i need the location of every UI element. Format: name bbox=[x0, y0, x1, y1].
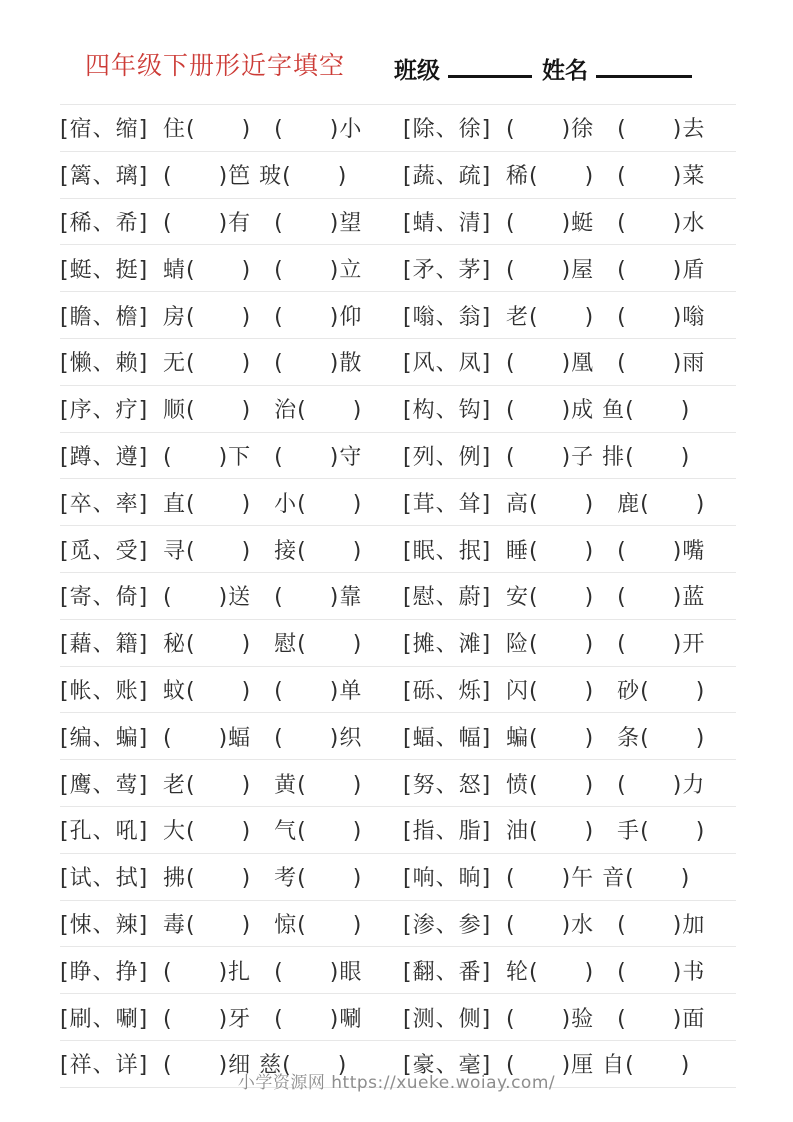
right-char-pair: [茸、耸] bbox=[403, 491, 492, 517]
exercise-row bbox=[60, 525, 736, 572]
right-char-pair: [响、晌] bbox=[403, 866, 492, 892]
exercise-left bbox=[60, 393, 403, 424]
exercise-left bbox=[60, 159, 403, 190]
left-char-pair: [蜓、挺] bbox=[60, 257, 149, 283]
exercise-right bbox=[403, 393, 736, 424]
exercise-left bbox=[60, 908, 403, 939]
exercise-left bbox=[60, 955, 403, 986]
left-char-pair: [篱、璃] bbox=[60, 164, 149, 190]
right-char-pair: [豪、毫] bbox=[403, 1053, 492, 1079]
exercise-left bbox=[60, 768, 403, 799]
right-fill-blanks: 油( ) 手( ) bbox=[506, 819, 706, 845]
left-fill-blanks: ( )扎 ( )眼 bbox=[163, 959, 363, 985]
right-fill-blanks: 轮( ) ( )书 bbox=[506, 959, 706, 985]
right-fill-blanks: ( )午 音( ) bbox=[506, 866, 691, 892]
exercise-left bbox=[60, 861, 403, 892]
left-fill-blanks: 拂( ) 考( ) bbox=[163, 866, 363, 892]
left-fill-blanks: 老( ) 黄( ) bbox=[163, 772, 363, 798]
right-char-pair: [构、钩] bbox=[403, 398, 492, 424]
exercise-row bbox=[60, 104, 736, 151]
exercise-left bbox=[60, 206, 403, 237]
right-char-pair: [摊、滩] bbox=[403, 632, 492, 658]
exercise-right bbox=[403, 580, 736, 611]
left-char-pair: [瞻、檐] bbox=[60, 304, 149, 330]
left-char-pair: [觅、受] bbox=[60, 538, 149, 564]
name-label: 姓名 bbox=[542, 58, 588, 84]
left-char-pair: [编、蝙] bbox=[60, 725, 149, 751]
exercise-row bbox=[60, 198, 736, 245]
exercise-row bbox=[60, 900, 736, 947]
right-fill-blanks: 睡( ) ( )嘴 bbox=[506, 538, 706, 564]
right-fill-blanks: ( )徐 ( )去 bbox=[506, 117, 706, 143]
right-fill-blanks: ( )验 ( )面 bbox=[506, 1006, 706, 1032]
exercise-row bbox=[60, 712, 736, 759]
name-blank-line bbox=[596, 57, 692, 78]
exercise-right bbox=[403, 1002, 736, 1033]
right-char-pair: [矛、茅] bbox=[403, 257, 492, 283]
left-char-pair: [悚、辣] bbox=[60, 912, 149, 938]
left-fill-blanks: 住( ) ( )小 bbox=[163, 117, 363, 143]
left-char-pair: [卒、率] bbox=[60, 491, 149, 517]
right-char-pair: [蝠、幅] bbox=[403, 725, 492, 751]
exercise-left bbox=[60, 1002, 403, 1033]
exercise-row bbox=[60, 338, 736, 385]
right-fill-blanks: ( )凰 ( )雨 bbox=[506, 351, 706, 377]
right-char-pair: [渗、参] bbox=[403, 912, 492, 938]
class-blank-line bbox=[448, 57, 532, 78]
left-fill-blanks: ( )有 ( )望 bbox=[163, 210, 363, 236]
exercise-left bbox=[60, 814, 403, 845]
exercise-left bbox=[60, 487, 403, 518]
right-char-pair: [眠、抿] bbox=[403, 538, 492, 564]
right-char-pair: [蜻、清] bbox=[403, 210, 492, 236]
left-char-pair: [孔、吼] bbox=[60, 819, 149, 845]
right-char-pair: [砾、烁] bbox=[403, 678, 492, 704]
left-char-pair: [帐、账] bbox=[60, 678, 149, 704]
exercise-right bbox=[403, 487, 736, 518]
right-fill-blanks: ( )子 排( ) bbox=[506, 444, 691, 470]
left-fill-blanks: ( )蝠 ( )织 bbox=[163, 725, 363, 751]
exercise-left bbox=[60, 346, 403, 377]
right-fill-blanks: 闪( ) 砂( ) bbox=[506, 678, 706, 704]
left-fill-blanks: 大( ) 气( ) bbox=[163, 819, 363, 845]
left-char-pair: [试、拭] bbox=[60, 866, 149, 892]
exercise-row bbox=[60, 759, 736, 806]
right-fill-blanks: 高( ) 鹿( ) bbox=[506, 491, 706, 517]
exercise-row bbox=[60, 291, 736, 338]
exercise-row bbox=[60, 666, 736, 713]
right-char-pair: [指、脂] bbox=[403, 819, 492, 845]
right-char-pair: [嗡、翁] bbox=[403, 304, 492, 330]
right-char-pair: [努、怒] bbox=[403, 772, 492, 798]
exercise-right bbox=[403, 768, 736, 799]
left-fill-blanks: ( )牙 ( )唰 bbox=[163, 1006, 363, 1032]
exercise-row bbox=[60, 853, 736, 900]
left-char-pair: [宿、缩] bbox=[60, 117, 149, 143]
right-char-pair: [测、侧] bbox=[403, 1006, 492, 1032]
left-fill-blanks: ( )送 ( )靠 bbox=[163, 585, 363, 611]
left-fill-blanks: 蚊( ) ( )单 bbox=[163, 678, 363, 704]
right-fill-blanks: ( )水 ( )加 bbox=[506, 912, 706, 938]
exercise-right bbox=[403, 253, 736, 284]
left-char-pair: [寄、倚] bbox=[60, 585, 149, 611]
left-fill-blanks: 直( ) 小( ) bbox=[163, 491, 363, 517]
exercise-right bbox=[403, 112, 736, 143]
left-fill-blanks: 秘( ) 慰( ) bbox=[163, 632, 363, 658]
right-char-pair: [蔬、疏] bbox=[403, 164, 492, 190]
class-label: 班级 bbox=[394, 58, 440, 84]
exercise-row bbox=[60, 385, 736, 432]
left-fill-blanks: 房( ) ( )仰 bbox=[163, 304, 363, 330]
right-fill-blanks: 愤( ) ( )力 bbox=[506, 772, 706, 798]
exercise-row bbox=[60, 946, 736, 993]
exercise-right bbox=[403, 861, 736, 892]
left-fill-blanks: ( )下 ( )守 bbox=[163, 444, 363, 470]
left-fill-blanks: 蜻( ) ( )立 bbox=[163, 257, 363, 283]
exercise-row bbox=[60, 478, 736, 525]
exercise-right bbox=[403, 955, 736, 986]
exercise-row bbox=[60, 806, 736, 853]
exercise-left bbox=[60, 300, 403, 331]
exercise-right bbox=[403, 159, 736, 190]
left-char-pair: [睁、挣] bbox=[60, 959, 149, 985]
exercise-right bbox=[403, 627, 736, 658]
exercise-right bbox=[403, 908, 736, 939]
exercise-right bbox=[403, 674, 736, 705]
exercise-row bbox=[60, 244, 736, 291]
exercise-right bbox=[403, 300, 736, 331]
exercise-right bbox=[403, 721, 736, 752]
right-char-pair: [翻、番] bbox=[403, 959, 492, 985]
exercise-right bbox=[403, 814, 736, 845]
right-fill-blanks: 老( ) ( )嗡 bbox=[506, 304, 706, 330]
exercise-left bbox=[60, 534, 403, 565]
left-fill-blanks: 无( ) ( )散 bbox=[163, 351, 363, 377]
exercise-left bbox=[60, 112, 403, 143]
exercise-left bbox=[60, 580, 403, 611]
exercise-right bbox=[403, 534, 736, 565]
exercise-right bbox=[403, 206, 736, 237]
right-fill-blanks: ( )厘 自( ) bbox=[506, 1053, 691, 1079]
left-char-pair: [懒、赖] bbox=[60, 351, 149, 377]
exercise-right bbox=[403, 440, 736, 471]
right-fill-blanks: 蝙( ) 条( ) bbox=[506, 725, 706, 751]
student-info bbox=[394, 52, 702, 85]
right-fill-blanks: 险( ) ( )开 bbox=[506, 632, 706, 658]
left-char-pair: [蹲、遵] bbox=[60, 444, 149, 470]
left-char-pair: [藉、籍] bbox=[60, 632, 149, 658]
left-char-pair: [刷、唰] bbox=[60, 1006, 149, 1032]
exercise-left bbox=[60, 440, 403, 471]
right-fill-blanks: ( )成 鱼( ) bbox=[506, 398, 691, 424]
exercise-row bbox=[60, 432, 736, 479]
left-char-pair: [祥、详] bbox=[60, 1053, 149, 1079]
left-char-pair: [序、疗] bbox=[60, 398, 149, 424]
right-char-pair: [除、徐] bbox=[403, 117, 492, 143]
left-char-pair: [稀、希] bbox=[60, 210, 149, 236]
left-fill-blanks: 寻( ) 接( ) bbox=[163, 538, 363, 564]
right-fill-blanks: ( )蜓 ( )水 bbox=[506, 210, 706, 236]
exercise-row bbox=[60, 619, 736, 666]
exercise-list bbox=[60, 104, 736, 1088]
exercise-row bbox=[60, 572, 736, 619]
exercise-left bbox=[60, 253, 403, 284]
exercise-left bbox=[60, 627, 403, 658]
exercise-right bbox=[403, 346, 736, 377]
right-fill-blanks: 稀( ) ( )菜 bbox=[506, 164, 706, 190]
footer-watermark: 小学资源网 https://xueke.woiay.com/ bbox=[237, 1073, 556, 1093]
right-char-pair: [慰、蔚] bbox=[403, 585, 492, 611]
left-fill-blanks: ( )细 慈( ) bbox=[163, 1053, 348, 1079]
right-fill-blanks: 安( ) ( )蓝 bbox=[506, 585, 706, 611]
left-fill-blanks: 毒( ) 惊( ) bbox=[163, 912, 363, 938]
exercise-left bbox=[60, 721, 403, 752]
right-fill-blanks: ( )屋 ( )盾 bbox=[506, 257, 706, 283]
left-fill-blanks: 顺( ) 治( ) bbox=[163, 398, 363, 424]
left-char-pair: [鹰、莺] bbox=[60, 772, 149, 798]
worksheet-title: 四年级下册形近字填空 bbox=[85, 51, 346, 80]
exercise-row bbox=[60, 993, 736, 1040]
left-fill-blanks: ( )笆 玻( ) bbox=[163, 164, 348, 190]
exercise-row bbox=[60, 151, 736, 198]
right-char-pair: [风、凤] bbox=[403, 351, 492, 377]
right-char-pair: [列、例] bbox=[403, 444, 492, 470]
exercise-left bbox=[60, 674, 403, 705]
